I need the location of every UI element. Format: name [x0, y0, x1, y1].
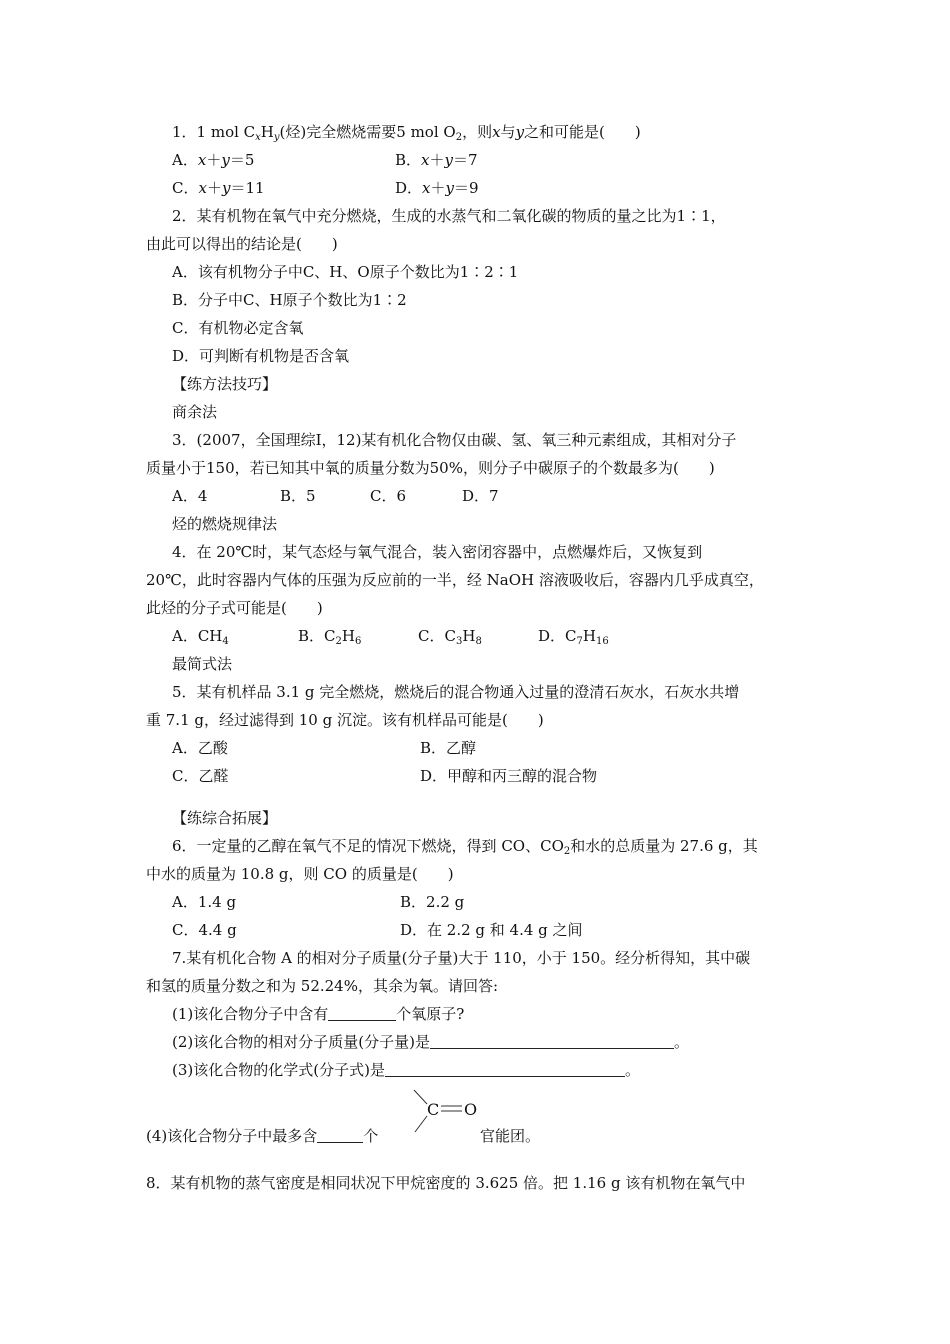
q4-option-b: B．$C_2H_6$ [298, 627, 362, 647]
section-methods-heading: 【练方法技巧】 [172, 375, 278, 393]
q6-option-a: A．1.4 g [172, 893, 237, 911]
q5-stem-line2: 重 7.1 g，经过滤得到 10 g 沉淀。该有机样品可能是( ) [146, 711, 544, 729]
q2-option-c: C．有机物必定含氧 [172, 319, 304, 337]
q6-stem-line1: 6．一定量的乙醇在氧气不足的情况下燃烧，得到 CO、$CO_2$和水的总质量为 27.6 g，其 [172, 837, 758, 857]
q7-part3: (3)该化合物的化学式(分子式)是 。 [172, 1061, 640, 1079]
q6-stem-line2: 中水的质量为 10.8 g，则 CO 的质量是( ) [146, 865, 454, 883]
q2-option-b: B．分子中C、H原子个数比为1∶2 [172, 291, 407, 309]
answer-blank [317, 1127, 363, 1143]
q3-option-b: B．5 [280, 487, 316, 505]
answer-blank [385, 1061, 625, 1077]
q4-stem-line2: 20℃，此时容器内气体的压强为反应前的一半，经 NaOH 溶液吸收后，容器内几乎成真空， [146, 571, 764, 589]
q7-part4-tail: 官能团。 [480, 1127, 541, 1145]
q3-stem-line1: 3．(2007，全国理综Ⅰ，12)某有机化合物仅由碳、氢、氧三种元素组成，其相对分子 [172, 431, 737, 449]
q4-option-a: A．$CH_4$ [172, 627, 229, 647]
carbon-atom: C [427, 1100, 440, 1119]
oxygen-atom: O [464, 1100, 478, 1119]
carbonyl-group-figure [408, 1086, 480, 1142]
q2-option-a: A．该有机物分子中C、H、O原子个数比为1∶2∶1 [172, 263, 519, 281]
q7-stem-line2: 和氢的质量分数之和为 52.24%，其余为氧。请回答: [146, 977, 499, 995]
q7-part1: (1)该化合物分子中含有 个氧原子? [172, 1005, 465, 1023]
q3-option-d: D．7 [462, 487, 499, 505]
q5-option-a: A．乙酸 [172, 739, 228, 757]
method-heading-2: 烃的燃烧规律法 [172, 515, 278, 533]
q1-option-c: C．x＋y＝11 [172, 179, 265, 197]
q2-stem-line2: 由此可以得出的结论是( ) [146, 235, 338, 253]
q2-stem-line1: 2．某有机物在氧气中充分燃烧，生成的水蒸气和二氧化碳的物质的量之比为1∶1， [172, 207, 726, 225]
q5-stem-line1: 5．某有机样品 3.1 g 完全燃烧，燃烧后的混合物通入过量的澄清石灰水，石灰水共增 [172, 683, 740, 701]
q4-stem-line3: 此烃的分子式可能是( ) [146, 599, 323, 617]
q3-stem-line2: 质量小于150，若已知其中氧的质量分数为50%，则分子中碳原子的个数最多为( ) [146, 459, 715, 477]
q4-option-c: C．$C_3H_8$ [418, 627, 482, 647]
answer-blank [430, 1033, 674, 1049]
method-heading-1: 商余法 [172, 403, 218, 421]
q3-option-a: A．4 [172, 487, 208, 505]
q3-option-c: C．6 [370, 487, 407, 505]
q7-part2: (2)该化合物的相对分子质量(分子量)是 。 [172, 1033, 689, 1051]
q2-option-d: D．可判断有机物是否含氧 [172, 347, 350, 365]
q6-option-d: D．在 2.2 g 和 4.4 g 之间 [400, 921, 583, 939]
q5-option-d: D．甲醇和丙三醇的混合物 [420, 767, 598, 785]
q1-option-b: B．x＋y＝7 [395, 151, 478, 169]
answer-blank [328, 1005, 396, 1021]
q8-stem-line1: 8．某有机物的蒸气密度是相同状况下甲烷密度的 3.625 倍。把 1.16 g 该有机物在氧气中 [146, 1174, 746, 1192]
q5-option-b: B．乙醇 [420, 739, 477, 757]
q4-stem-line1: 4．在 20℃时，某气态烃与氧气混合，装入密闭容器中，点燃爆炸后，又恢复到 [172, 543, 703, 561]
q1-stem: 1．1 mol $C_xH_y$(烃)完全燃烧需要5 mol $O_2$，则x与y之和可能是( ) [172, 123, 641, 143]
q7-stem-line1: 7.某有机化合物 A 的相对分子质量(分子量)大于 110，小于 150。经分析得知，其中碳 [172, 949, 751, 967]
q5-option-c: C．乙醛 [172, 767, 229, 785]
q4-option-d: D．$C_7H_{16}$ [538, 627, 609, 647]
section-ext-heading: 【练综合拓展】 [172, 809, 278, 827]
q6-option-c: C．4.4 g [172, 921, 237, 939]
q1-option-d: D．x＋y＝9 [395, 179, 479, 197]
q6-option-b: B．2.2 g [400, 893, 465, 911]
q1-option-a: A．x＋y＝5 [172, 151, 255, 169]
method-heading-3: 最简式法 [172, 655, 233, 673]
q7-part4: (4)该化合物分子中最多含 个 [146, 1127, 379, 1145]
